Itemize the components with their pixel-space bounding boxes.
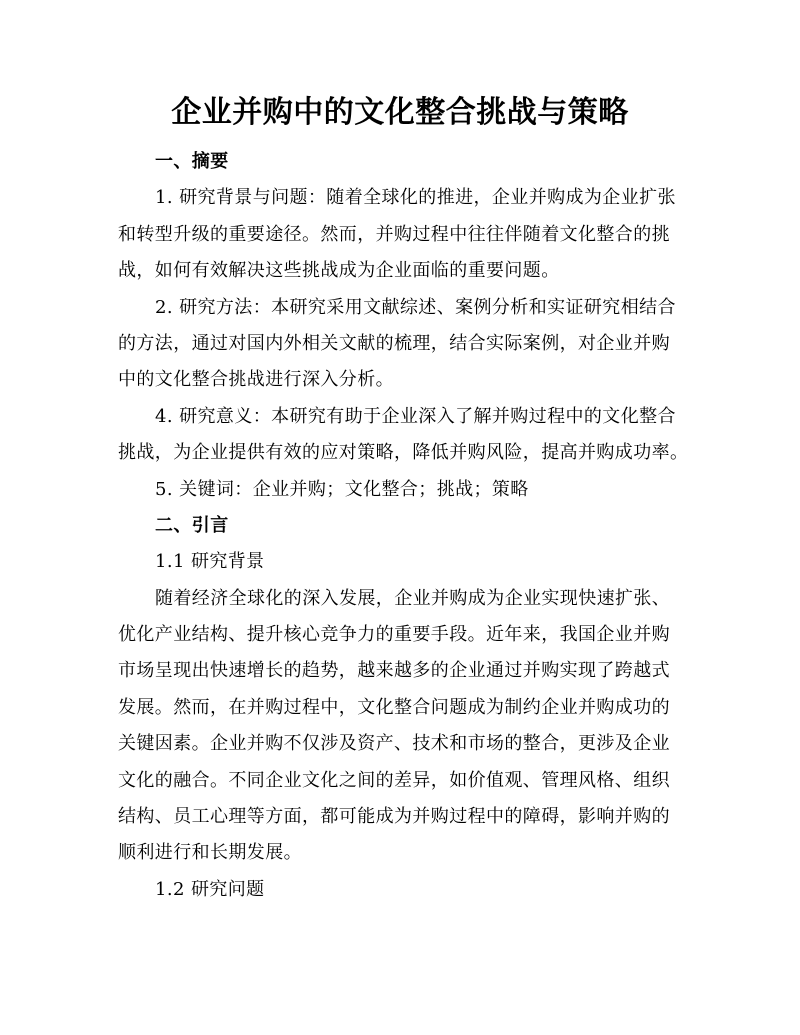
paragraph-line: 市场呈现出快速增长的趋势，越来越多的企业通过并购实现了跨越式: [118, 660, 670, 682]
subsection-heading-background: 1.1 研究背景: [155, 551, 265, 573]
section-heading-introduction: 二、引言: [155, 514, 229, 536]
paragraph-line: 结构、员工心理等方面，都可能成为并购过程中的障碍，影响并购的: [118, 806, 670, 828]
paragraph-line: 关键因素。企业并购不仅涉及资产、技术和市场的整合，更涉及企业: [118, 733, 670, 755]
paragraph-line: 挑战，为企业提供有效的应对策略，降低并购风险，提高并购成功率。: [118, 442, 689, 464]
subsection-heading-questions: 1.2 研究问题: [155, 878, 265, 900]
paragraph-line: 文化的融合。不同企业文化之间的差异，如价值观、管理风格、组织: [118, 769, 670, 791]
paragraph-line: 优化产业结构、提升核心竞争力的重要手段。近年来，我国企业并购: [118, 624, 670, 646]
paragraph-line: 顺利进行和长期发展。: [118, 842, 302, 864]
paragraph-line: 中的文化整合挑战进行深入分析。: [118, 369, 394, 391]
paragraph-line: 随着经济全球化的深入发展，企业并购成为企业实现快速扩张、: [155, 587, 671, 609]
document-title: 企业并购中的文化整合挑战与策略: [171, 95, 629, 130]
paragraph-line: 1. 研究背景与问题：随着全球化的推进，企业并购成为企业扩张: [155, 187, 676, 209]
section-heading-abstract: 一、摘要: [155, 151, 229, 172]
paragraph-line: 战，如何有效解决这些挑战成为企业面临的重要问题。: [118, 260, 560, 282]
paragraph-line: 2. 研究方法：本研究采用文献综述、案例分析和实证研究相结合: [155, 296, 676, 318]
paragraph-line: 发展。然而，在并购过程中，文化整合问题成为制约企业并购成功的: [118, 696, 670, 718]
keywords-line: 5. 关键词：企业并购；文化整合；挑战；策略: [155, 478, 529, 500]
paragraph-line: 的方法，通过对国内外相关文献的梳理，结合实际案例，对企业并购: [118, 332, 670, 354]
document-body: [118, 144, 689, 908]
paragraph-line: 和转型升级的重要途径。然而，并购过程中往往伴随着文化整合的挑: [118, 223, 670, 245]
paragraph-line: 4. 研究意义：本研究有助于企业深入了解并购过程中的文化整合: [155, 405, 676, 427]
